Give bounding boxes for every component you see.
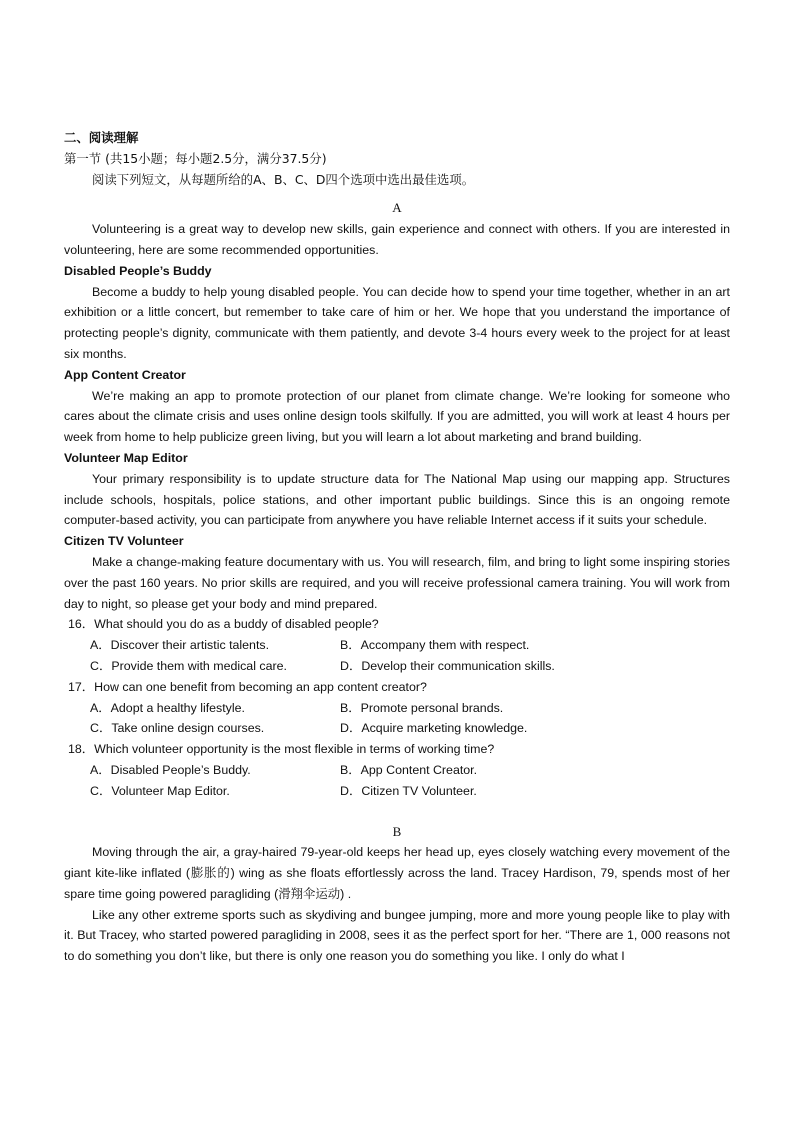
option-b[interactable]: B．Promote personal brands. xyxy=(340,700,504,715)
opportunity-disabled-buddy xyxy=(64,261,730,365)
part-title: 二、阅读理解 xyxy=(64,130,139,145)
question-16 xyxy=(64,614,730,676)
question-stem: 16．What should you do as a buddy of disabled people? xyxy=(68,617,379,632)
opportunity-text: Become a buddy to help young disabled people. You can decide how to spend your time together, whether in an art exhibition or a little concert, but remember to take care of him or her. We hope that you understand the importance of protecting people’s dignity, communicate with them patiently, and devote 3-4 hours every week to the project for at least six months. xyxy=(64,284,730,361)
question-18 xyxy=(64,739,730,801)
question-stem: 18．Which volunteer opportunity is the most flexible in terms of working time? xyxy=(68,742,495,757)
passage-b-paragraph: Moving through the air, a gray-haired 79-year-old keeps her head up, eyes closely watching every movement of the giant kite-like inflated (膨胀的) wing as she floats effortlessly across the land. Tracey Hardison, 79, spends most of her spare time going powered paragliding (滑翔伞运动) . xyxy=(64,845,730,901)
passage-a-intro: Volunteering is a great way to develop new skills, gain experience and connect with others. If you are interested in volunteering, here are some recommended opportunities. xyxy=(64,222,730,257)
passage-b-letter: B xyxy=(392,823,402,839)
opportunity-heading: Disabled People’s Buddy xyxy=(64,263,212,278)
option-a[interactable]: A．Discover their artistic talents. xyxy=(90,638,270,653)
option-b[interactable]: B．App Content Creator. xyxy=(340,762,478,777)
opportunity-text: Your primary responsibility is to update structure data for The National Map using our mapping app. Structures include schools, hospitals, police stations, and other important public buildings. Since this is an ongoing remote computer-based activity, you can participate from anywhere you have reliable Internet access if it suits your schedule. xyxy=(64,471,730,528)
opportunity-text: We’re making an app to promote protection of our planet from climate change. We’re looking for someone who cares about the climate crisis and uses online design tools skilfully. If you are admitted, you will work at least 4 hours per week from home to help publicize green living, but you will learn a lot about marketing and brand building. xyxy=(64,388,730,445)
question-stem: 17．How can one benefit from becoming an app content creator? xyxy=(68,679,427,694)
question-17 xyxy=(64,677,730,739)
option-c[interactable]: C．Provide them with medical care. xyxy=(90,658,287,673)
passage-b-paragraph: Like any other extreme sports such as skydiving and bungee jumping, more and more young people like to play with it. But Tracey, who started powered paragliding in 2008, sees it as the perfect sport for her. “There are 1, 000 reasons not to do something you don’t like, but there is only one reason you do something you like. I only do what I xyxy=(64,907,730,964)
option-d[interactable]: D．Citizen TV Volunteer. xyxy=(340,783,477,798)
option-d[interactable]: D．Develop their communication skills. xyxy=(340,658,555,673)
option-b[interactable]: B．Accompany them with respect. xyxy=(340,638,530,653)
opportunity-text: Make a change-making feature documentary with us. You will research, film, and bring to light some inspiring stories over the past 160 years. No prior skills are required, and you will receive professional camera training. You will work from day to night, so please get your body and mind prepared. xyxy=(64,554,730,611)
opportunity-heading: App Content Creator xyxy=(64,367,186,382)
section-title: 第一节 (共15小题；每小题2.5分，满分37.5分) xyxy=(64,150,327,166)
opportunity-heading: Volunteer Map Editor xyxy=(64,450,188,465)
opportunity-citizen-tv xyxy=(64,531,730,614)
option-d[interactable]: D．Acquire marketing knowledge. xyxy=(340,721,528,736)
exam-page xyxy=(64,128,730,967)
option-c[interactable]: C．Volunteer Map Editor. xyxy=(90,783,230,798)
opportunity-app-content-creator xyxy=(64,365,730,448)
option-a[interactable]: A．Disabled People’s Buddy. xyxy=(90,762,251,777)
option-a[interactable]: A．Adopt a healthy lifestyle. xyxy=(90,700,245,715)
passage-a-letter: A xyxy=(392,200,402,216)
opportunity-heading: Citizen TV Volunteer xyxy=(64,534,184,549)
option-c[interactable]: C．Take online design courses. xyxy=(90,721,265,736)
opportunity-map-editor xyxy=(64,448,730,531)
instruction: 阅读下列短文，从每题所给的A、B、C、D四个选项中选出最佳选项。 xyxy=(92,171,475,187)
